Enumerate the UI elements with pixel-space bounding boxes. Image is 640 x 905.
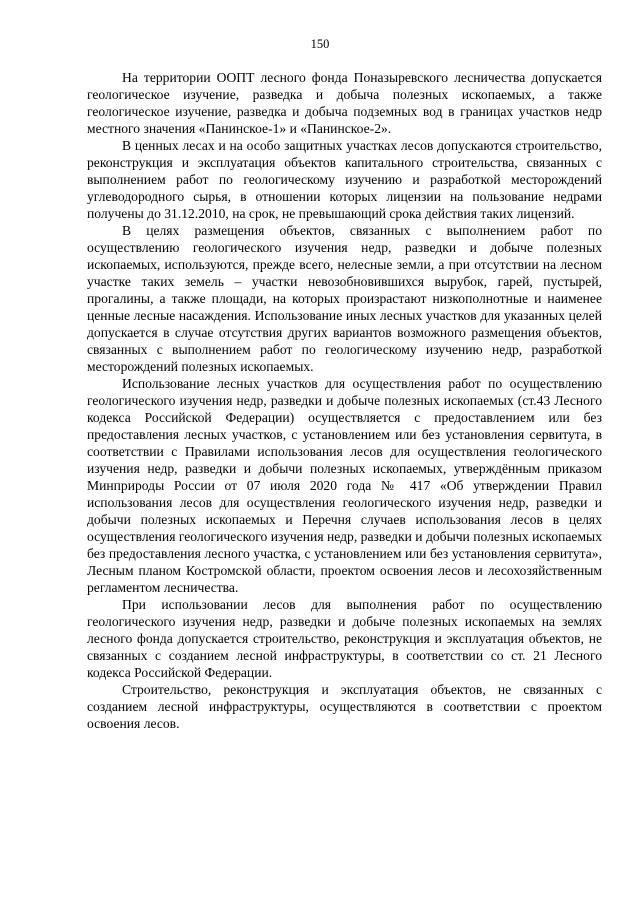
paragraph-construction-project: Строительство, реконструкция и эксплуатация объектов, не связанных с созданием лесной инфраструктуры, осуществляются в соответствии с проектом освоения лесов. xyxy=(87,682,602,731)
paragraph-forest-plot-use: Использование лесных участков для осуществления работ по осуществлению геологического изучения недр, разведки и добыче полезных ископаемых (ст.43 Лесного кодекса Российской Федерации) осуществляется с предоставлением или без предоставления лесных участков, с установлением или без установления сервитута, в соответствии с Правилами использования лесов для осуществления геологического изучения недр, разведки и добычи полезных ископаемых, утверждённым приказом Минприроды России от 07 июля 2020 года № 417 «Об утверждении Правил использования лесов для осуществления геологического изучения недр, разведки и добычи полезных ископаемых и Перечня случаев использования лесов в целях осуществления геологического изучения недр, разведки и добычи полезных ископаемых без предоставления лесного участка, с установлением или без установления сервитута», Лесным планом Костромской области, проектом освоения лесов и лесохозяйственным регламентом лесничества. xyxy=(87,376,602,595)
page-number: 150 xyxy=(310,37,330,51)
body-text xyxy=(87,69,602,732)
paragraph-construction-permitted: При использовании лесов для выполнения работ по осуществлению геологического изучения недр, разведки и добыче полезных ископаемых на землях лесного фонда допускается строительство, реконструкция и эксплуатация объектов, не связанных с созданием лесной инфраструктуры, в соответствии со ст. 21 Лесного кодекса Российской Федерации. xyxy=(87,597,602,680)
paragraph-oopt-geology: На территории ООПТ лесного фонда Поназыревского лесничества допускается геологическое изучение, разведка и добыча полезных ископаемых, а также геологическое изучение, разведка и добыча подземных вод в границах участков недр местного значения «Панинское-1» и «Панинское-2». xyxy=(87,70,602,136)
paragraph-valuable-forests: В ценных лесах и на особо защитных участках лесов допускаются строительство, реконструкция и эксплуатация объектов капитального строительства, связанных с выполнением работ по геологическому изучению и разработкой месторождений углеводородного сырья, в отношении которых лицензии на пользование недрами получены до 31.12.2010, на срок, не превышающий срока действия таких лицензий. xyxy=(87,138,602,221)
paragraph-object-placement: В целях размещения объектов, связанных с выполнением работ по осуществлению геологического изучения недр, разведки и добыче полезных ископаемых, используются, прежде всего, нелесные земли, а при отсутствии на лесном участке таких земель – участки невозобновившихся вырубок, гарей, пустырей, прогалины, а также площади, на которых произрастают низкополнотные и наименее ценные лесные насаждения. Использование иных лесных участков для указанных целей допускается в случае отсутствия других вариантов возможного размещения объектов, связанных с выполнением работ по геологическому изучению недр, разработкой месторождений полезных ископаемых. xyxy=(87,223,602,374)
